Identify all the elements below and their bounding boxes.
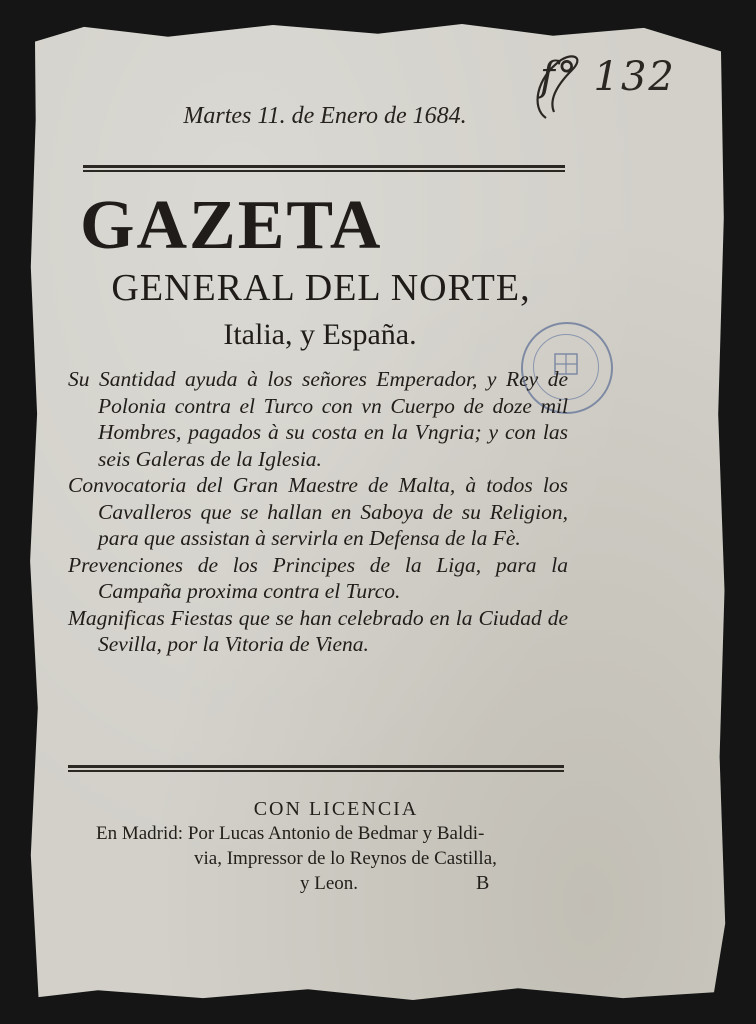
masthead-title: GAZETA <box>80 187 383 264</box>
top-divider <box>83 165 565 168</box>
summary-item <box>68 366 568 472</box>
bottom-divider <box>68 765 564 768</box>
license-line: CON LICENCIA <box>253 798 419 820</box>
summary-text: Magnificas Fiestas que se han celebrado en la Ciudad de Sevilla, por la Vitoria de Viena. <box>68 605 568 656</box>
folio-text: f° 132 <box>540 54 676 100</box>
signature-mark: B <box>476 872 490 894</box>
imprint-line: via, Impressor de lo Reynos de Castilla, <box>194 848 497 869</box>
news-summary <box>68 366 568 658</box>
summary-item <box>68 472 568 552</box>
summary-text: Prevenciones de los Principes de la Liga, para la Campaña proxima contra el Turco. <box>68 552 568 603</box>
summary-text: Convocatoria del Gran Maestre de Malta, à todos los Cavalleros que se hallan en Saboya de su Religion, para que assistan à servirla en Defensa de la Fè. <box>68 473 568 550</box>
summary-text: Su Santidad ayuda à los señores Emperador, y Rey de Polonia contra el Turco con vn Cuerpo de doze mil Hombres, pagados à su costa en la Vngria; y con las seis Galeras de la Iglesia. <box>68 367 568 471</box>
imprint <box>96 821 576 896</box>
folio-number <box>540 48 700 128</box>
masthead-subtitle-region: Italia, y España. <box>223 318 417 351</box>
imprint-line: En Madrid: Por Lucas Antonio de Bedmar y Baldi- <box>96 823 485 844</box>
masthead-subtitle: GENERAL DEL NORTE, <box>111 267 531 309</box>
summary-item <box>68 605 568 658</box>
summary-item <box>68 552 568 605</box>
imprint-line: y Leon. <box>300 873 359 894</box>
date-line: Martes 11. de Enero de 1684. <box>183 103 467 129</box>
